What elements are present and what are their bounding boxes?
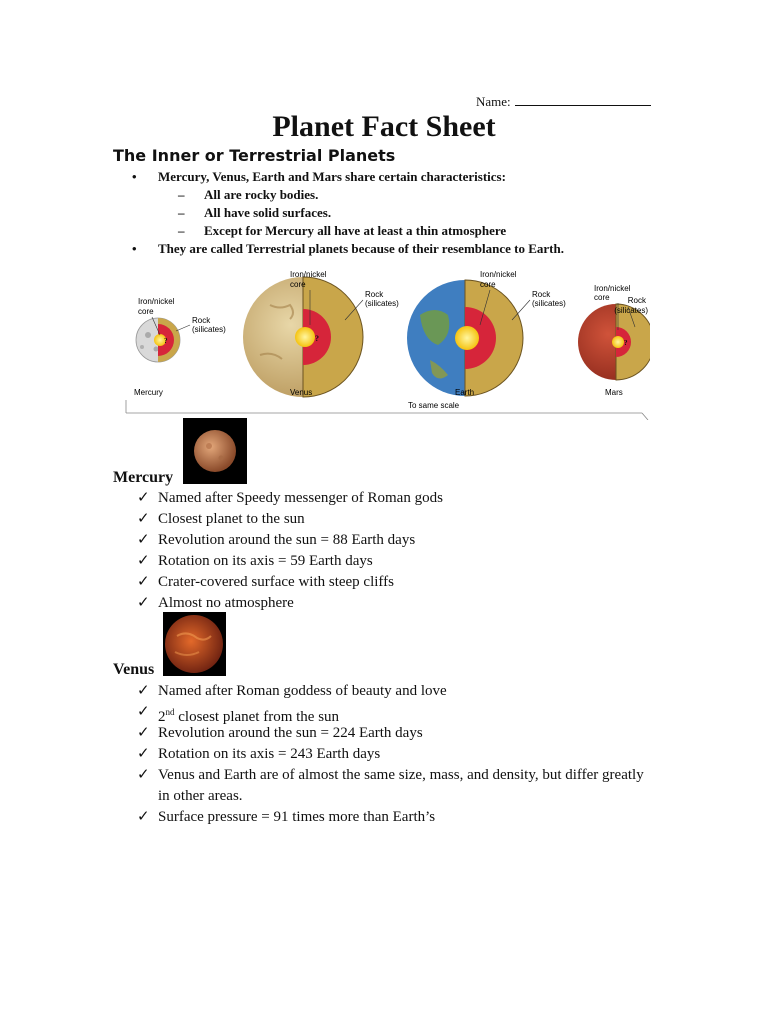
list-item-text: Almost no atmosphere [158, 595, 294, 611]
check-icon: ✓ [137, 511, 150, 527]
list-item-text: Crater-covered surface with steep cliffs [158, 574, 394, 590]
check-icon: ✓ [137, 683, 150, 699]
list-item [137, 593, 443, 614]
check-icon: ✓ [137, 809, 150, 825]
list-item-text: Revolution around the sun = 224 Earth days [158, 725, 423, 741]
mars-core-label-2: core [594, 293, 610, 302]
list-item [137, 723, 658, 744]
page-title: Planet Fact Sheet [272, 110, 496, 143]
name-field[interactable] [476, 93, 651, 110]
list-item-text: Named after Speedy messenger of Roman gods [158, 490, 443, 506]
venus-cutaway [243, 277, 363, 397]
list-item [132, 222, 564, 240]
question-mark: ? [624, 339, 628, 347]
list-item-text: Closest planet to the sun [158, 511, 305, 527]
list-item-text: Rotation on its axis = 243 Earth days [158, 746, 381, 762]
dash-icon: – [178, 205, 185, 220]
mercury-rock-label-2: (silicates) [192, 325, 226, 334]
earth-core-label-2: core [480, 280, 496, 289]
list-item [132, 240, 564, 258]
earth-core-label: Iron/nickel [480, 270, 517, 279]
list-item [137, 509, 443, 530]
mercury-core-label: Iron/nickel [138, 297, 175, 306]
intro-list [132, 168, 564, 258]
list-item [132, 168, 564, 186]
list-item [137, 572, 443, 593]
venus-rock-label: Rock [365, 290, 384, 299]
list-item [137, 551, 443, 572]
list-item [137, 530, 443, 551]
list-item-text: Rotation on its axis = 59 Earth days [158, 553, 373, 569]
check-icon: ✓ [137, 704, 150, 720]
question-mark: ? [315, 334, 319, 343]
venus-core-label: Iron/nickel [290, 270, 327, 279]
mercury-photo [183, 418, 247, 484]
list-item [132, 204, 564, 222]
mercury-cutaway [136, 318, 180, 362]
bullet-icon: • [132, 241, 137, 256]
mercury-core-label-2: core [138, 307, 154, 316]
mercury-caption: Mercury [134, 388, 163, 397]
mars-core-label: Iron/nickel [594, 284, 631, 293]
name-blank[interactable] [515, 93, 651, 106]
check-icon: ✓ [137, 532, 150, 548]
venus-photo [163, 612, 226, 676]
dash-icon: – [178, 187, 185, 202]
scale-bar-right [642, 413, 648, 420]
list-item-text: All have solid surfaces. [204, 205, 332, 220]
scale-note: To same scale [408, 401, 460, 410]
earth-rock-label-2: (silicates) [532, 299, 566, 308]
venus-rock-label-2: (silicates) [365, 299, 399, 308]
list-item-text: Named after Roman goddess of beauty and love [158, 683, 447, 699]
check-icon: ✓ [137, 553, 150, 569]
mars-rock-label: Rock [627, 296, 646, 305]
venus-facts [137, 681, 658, 828]
planet-interiors-diagram [120, 265, 650, 420]
mars-caption: Mars [605, 388, 623, 397]
venus-core-label-2: core [290, 280, 306, 289]
mars-cutaway [578, 304, 650, 380]
earth-rock-label: Rock [532, 290, 551, 299]
list-item-text: Surface pressure = 91 times more than Earth’s [158, 809, 436, 825]
mars-rock-label-2: (silicates) [614, 306, 648, 315]
question-mark: ? [164, 337, 168, 345]
ordinal-number: 2 [158, 709, 166, 725]
dash-icon: – [178, 223, 185, 238]
bullet-icon: • [132, 169, 137, 184]
list-item [137, 744, 658, 765]
mercury-rock-label: Rock [192, 316, 211, 325]
section-subtitle: The Inner or Terrestrial Planets [113, 146, 396, 165]
earth-cutaway [407, 280, 523, 396]
check-icon: ✓ [137, 746, 150, 762]
list-item-text: All are rocky bodies. [204, 187, 319, 202]
mercury-facts [137, 488, 443, 614]
venus-caption: Venus [290, 388, 313, 397]
list-item [132, 186, 564, 204]
list-item-text: Venus and Earth are of almost the same size, mass, and density, but differ greatly in other areas. [158, 767, 644, 804]
earth-caption: Earth [455, 388, 475, 397]
list-item [137, 765, 658, 807]
list-item [137, 807, 658, 828]
check-icon: ✓ [137, 767, 150, 783]
check-icon: ✓ [137, 574, 150, 590]
ordinal-suffix: nd [165, 707, 175, 717]
check-icon: ✓ [137, 725, 150, 741]
list-item-text: They are called Terrestrial planets because of their resemblance to Earth. [158, 241, 564, 256]
name-label: Name: [476, 94, 511, 109]
list-item [137, 488, 443, 509]
list-item [137, 681, 658, 702]
venus-heading: Venus [113, 661, 155, 678]
list-item-text: Mercury, Venus, Earth and Mars share certain characteristics: [158, 169, 506, 184]
mercury-heading: Mercury [113, 469, 174, 486]
list-item-text: Except for Mercury all have at least a thin atmosphere [204, 223, 507, 238]
list-item-text: closest planet from the sun [174, 709, 340, 725]
check-icon: ✓ [137, 490, 150, 506]
list-item [137, 702, 658, 723]
list-item-text: Revolution around the sun = 88 Earth days [158, 532, 416, 548]
check-icon: ✓ [137, 595, 150, 611]
